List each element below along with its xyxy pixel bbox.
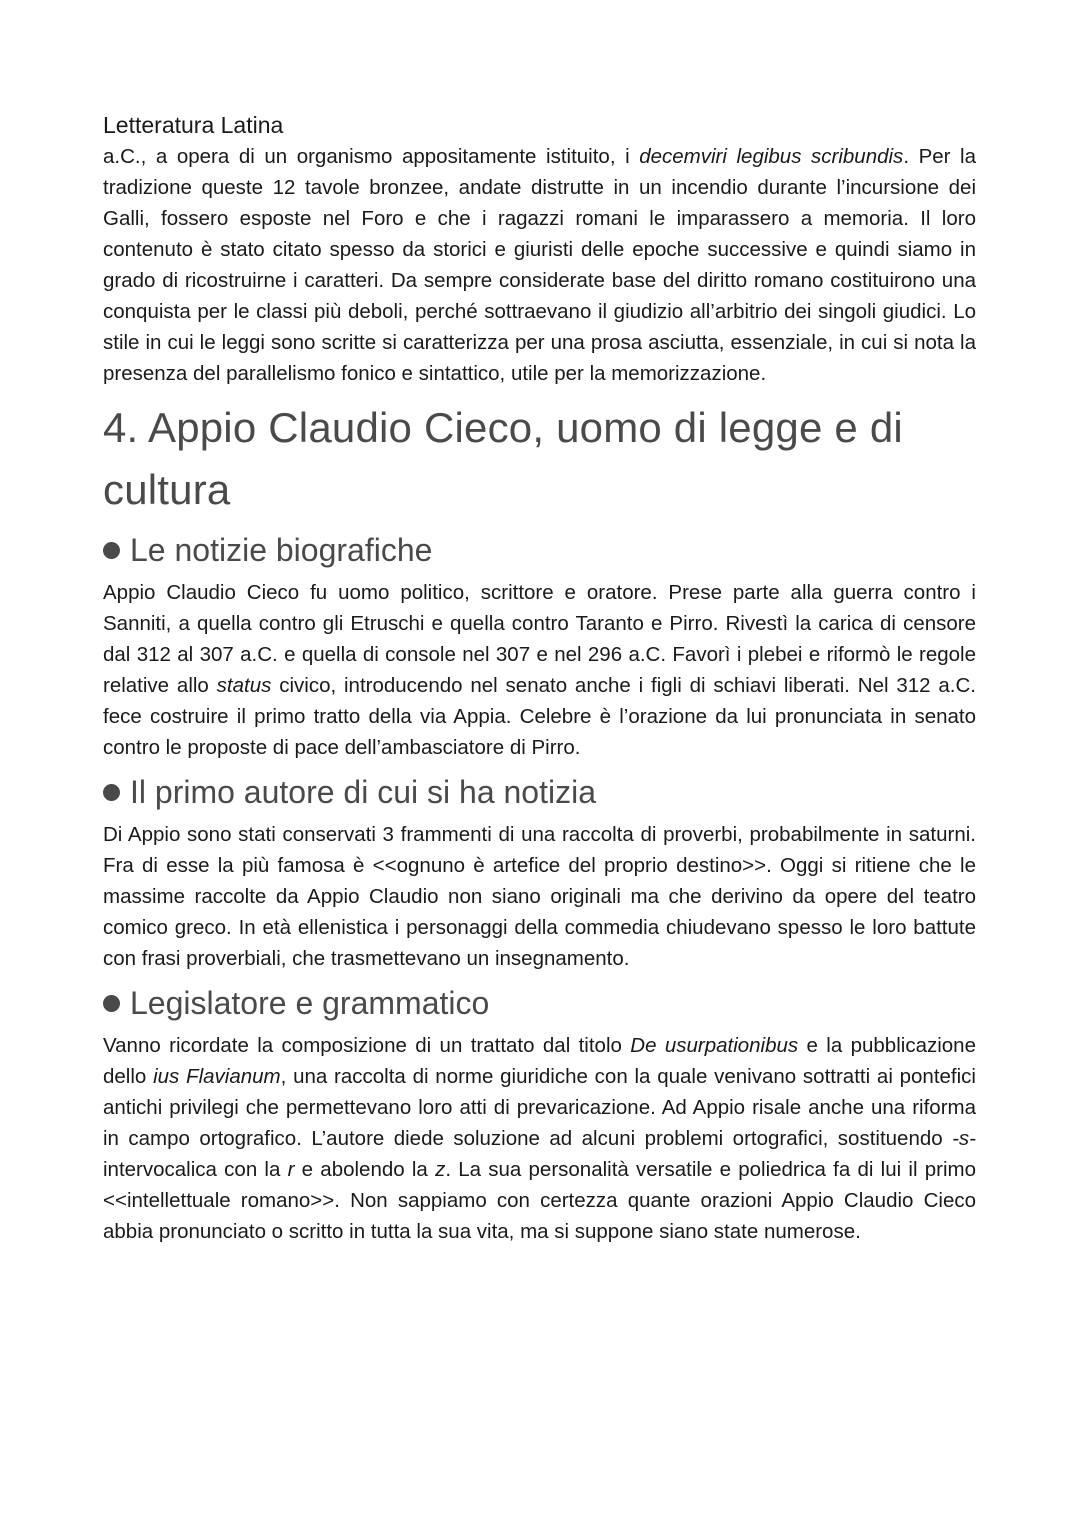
intro-paragraph bbox=[103, 141, 976, 389]
bullet-icon bbox=[103, 542, 120, 559]
section-heading-text: Legislatore e grammatico bbox=[130, 985, 490, 1021]
bullet-icon bbox=[103, 784, 120, 801]
paragraph-italic: -s- bbox=[952, 1127, 976, 1150]
section-heading-biografiche bbox=[103, 529, 976, 571]
intro-text-1: a.C., a opera di un organismo appositamente istituito, i bbox=[103, 145, 640, 168]
paragraph-italic: De usurpationibus bbox=[630, 1034, 799, 1057]
section-paragraph-legislatore bbox=[103, 1030, 976, 1247]
section-paragraph-primo-autore: Di Appio sono stati conservati 3 frammenti di una raccolta di proverbi, probabilmente in saturni. Fra di esse la più famosa è <<ognuno è artefice del proprio destino>>. Oggi si ritiene che le massime raccolte da Appio Claudio non siano originali ma che derivino da opere del teatro comico greco. In età ellenistica i personaggi della commedia chiudevano spesso le loro battute con frasi proverbiali, che trasmettevano un insegnamento. bbox=[103, 823, 976, 970]
paragraph-text: , una raccolta di norme giuridiche con la quale venivano sottratti ai pontefici antichi privilegi che permettevano loro atti di prevaricazione. Ad Appio risale anche una riforma in campo ortografico. L’autore diede soluzione ad alcuni problemi ortografici, sostituendo bbox=[103, 1065, 976, 1150]
intro-italic-1: decemviri legibus scribundis bbox=[639, 145, 904, 168]
section-heading-legislatore bbox=[103, 982, 976, 1024]
paragraph-italic: r bbox=[287, 1158, 295, 1181]
paragraph-italic: z bbox=[435, 1158, 446, 1181]
running-header: Letteratura Latina bbox=[103, 112, 284, 138]
section-heading-text: Le notizie biografiche bbox=[130, 532, 433, 568]
paragraph-italic: status bbox=[216, 674, 272, 697]
section-heading-text: Il primo autore di cui si ha notizia bbox=[130, 774, 596, 810]
document-page bbox=[103, 110, 976, 1247]
paragraph-italic: ius Flavianum bbox=[153, 1065, 281, 1088]
paragraph-text: Vanno ricordate la composizione di un trattato dal titolo bbox=[103, 1034, 631, 1057]
paragraph-text: civico, introducendo nel senato anche i figli di schiavi liberati. Nel 312 a.C. fece costruire il primo tratto della via Appia. Celebre è l’orazione da lui pronunciata in senato contro le proposte di pace dell’ambasciatore di Pirro. bbox=[103, 674, 977, 759]
intro-text-2: . Per la tradizione queste 12 tavole bronzee, andate distrutte in un incendio durante l’incursione dei Galli, fossero esposte nel Foro e che i ragazzi romani le imparassero a memoria. Il loro contenuto è stato citato spesso da storici e giuristi delle epoche successive e quindi siamo in grado di ricostruirne i caratteri. Da sempre considerate base del diritto romano costituirono una conquista per le classi più deboli, perché sottraevano il giudizio all’arbitrio dei singoli giudici. Lo stile in cui le leggi sono scritte si caratterizza per una prosa asciutta, essenziale, in cui si nota la presenza del parallelismo fonico e sintattico, utile per la memorizzazione. bbox=[103, 145, 976, 385]
paragraph-text: . La sua personalità versatile e poliedrica fa di lui il primo <<intellettuale romano>>. Non sappiamo con certezza quante orazioni Appio Claudio Cieco abbia pronunciato o scritto in tutta la sua vita, ma si suppone siano state numerose. bbox=[103, 1158, 976, 1243]
paragraph-text: intervocalica con la bbox=[103, 1158, 288, 1181]
chapter-title: 4. Appio Claudio Cieco, uomo di legge e di cultura bbox=[103, 404, 903, 513]
paragraph-text: Appio Claudio Cieco fu uomo politico, scrittore e oratore. Prese parte alla guerra contro i Sanniti, a quella contro gli Etruschi e quella contro Taranto e Pirro. Rivestì la carica di censore dal 312 al 307 a.C. e quella di console nel 307 e nel 296 a.C. Favorì i plebei e riformò le regole relative allo bbox=[103, 581, 976, 697]
bullet-icon bbox=[103, 995, 120, 1012]
section-heading-primo-autore bbox=[103, 771, 976, 813]
paragraph-text: e la pubblicazione dello bbox=[103, 1034, 976, 1088]
section-paragraph-biografiche bbox=[103, 577, 976, 763]
paragraph-text: e abolendo la bbox=[294, 1158, 436, 1181]
